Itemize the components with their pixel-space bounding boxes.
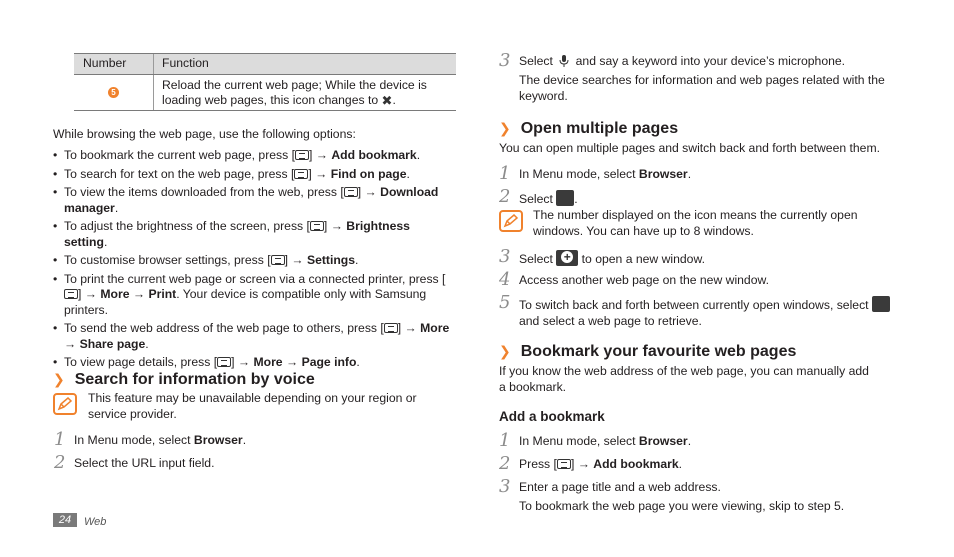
menu-key-icon (384, 323, 398, 333)
step-number: 2 (54, 452, 66, 473)
list-item: • To search for text on the web page, press [ ] → Find on page. (53, 167, 455, 183)
table-header-row (74, 54, 456, 75)
chevron-right-icon: ❯ (53, 371, 65, 387)
page-number: 24 (53, 513, 77, 527)
table-header-number: Number (74, 54, 154, 74)
new-window-icon (556, 250, 578, 266)
list-item: • To bookmark the current web page, press [ ] → Add bookmark. (53, 148, 455, 164)
windows-icon (872, 296, 890, 312)
bookmark-step-2: Press [ ] → Add bookmark. (519, 457, 683, 471)
step-number: 2 (499, 453, 511, 474)
step-number: 1 (499, 430, 511, 451)
section-name: Web (84, 516, 107, 528)
table-header-function: Function (162, 56, 209, 71)
add-bookmark-subheading: Add a bookmark (499, 409, 605, 424)
voice-search-heading: ❯ Search for information by voice (53, 371, 315, 388)
bookmark-step-1: In Menu mode, select Browser. (519, 434, 692, 448)
open-step-1: In Menu mode, select Browser. (519, 167, 692, 181)
open-step-3: Select + to open a new window. (519, 250, 705, 268)
step-number: 2 (499, 186, 511, 207)
list-item: • To print the current web page or screen via a connected printer, press [] → More → Print. Your device is compatible only with Samsung printers. (53, 272, 455, 319)
menu-key-icon (64, 289, 78, 299)
step-number: 3 (499, 476, 511, 497)
reload-number-badge: 5 (108, 87, 119, 98)
voice-step-2: Select the URL input field. (74, 456, 215, 470)
open-step-4: Access another web page on the new window. (519, 273, 770, 287)
function-table (74, 53, 456, 111)
bookmark-intro: If you know the web address of the web page, you can manually add a bookmark. (499, 364, 869, 394)
step-number: 4 (499, 269, 511, 290)
voice-step-3: Select and say a keyword into your device’s microphone. (519, 54, 846, 68)
open-step-2: Select . (519, 192, 578, 206)
bookmark-heading: ❯ Bookmark your favourite web pages (499, 343, 797, 360)
list-item: • To adjust the brightness of the screen, press [ ] → Brightness setting. (53, 219, 455, 250)
note-pencil-icon (53, 393, 77, 415)
open-step-5: To switch back and forth between currently open windows, select and select a web page to retrieve. (519, 296, 891, 329)
open-multiple-heading: ❯ Open multiple pages (499, 120, 679, 137)
list-item: • To send the web address of the web page to others, press [ ] → More → Share page. (53, 321, 455, 352)
step-number: 5 (499, 292, 511, 313)
list-item: • To customise browser settings, press [ ] → Settings. (53, 253, 455, 269)
voice-step-3-detail: The device searches for information and web pages related with the keyword. (519, 73, 885, 103)
step-number: 1 (54, 429, 66, 450)
chevron-right-icon: ❯ (499, 120, 511, 136)
menu-key-icon (344, 187, 358, 197)
bookmark-step-3: Enter a page title and a web address. (519, 480, 721, 494)
table-row-function: Reload the current web page; While the device is loading web pages, this icon changes to (162, 77, 427, 107)
list-item: • To view page details, press [ ] → More → Page info. (53, 355, 455, 371)
menu-key-icon (294, 169, 308, 179)
voice-note: This feature may be unavailable depending on your region or service provider. (88, 391, 417, 421)
bookmark-step-3-detail: To bookmark the web page you were viewing, skip to step 5. (519, 499, 845, 513)
options-list (53, 148, 455, 374)
note-pencil-icon (499, 210, 523, 232)
stop-x-icon: ✖ (381, 92, 393, 108)
voice-step-1: In Menu mode, select Browser. (74, 433, 247, 447)
step-number: 1 (499, 163, 511, 184)
menu-key-icon (295, 150, 309, 160)
chevron-right-icon: ❯ (499, 343, 511, 359)
list-item: • To view the items downloaded from the web, press [ ] → Download manager. (53, 185, 455, 216)
menu-key-icon (557, 459, 571, 469)
menu-key-icon (271, 255, 285, 265)
open-multiple-intro: You can open multiple pages and switch back and forth between them. (499, 141, 880, 155)
step-number: 3 (499, 246, 511, 267)
windows-icon (556, 190, 574, 206)
table-row: 5 Reload the current web page; While the device is loading web pages, this icon changes to ✖. (74, 75, 456, 110)
menu-key-icon (217, 357, 231, 367)
step-number: 3 (499, 50, 511, 71)
browsing-intro: While browsing the web page, use the following options: (53, 127, 356, 141)
open-note: The number displayed on the icon means the currently open windows. You can have up to 8 windows. (533, 208, 858, 238)
menu-key-icon (310, 221, 324, 231)
microphone-icon (556, 54, 572, 68)
